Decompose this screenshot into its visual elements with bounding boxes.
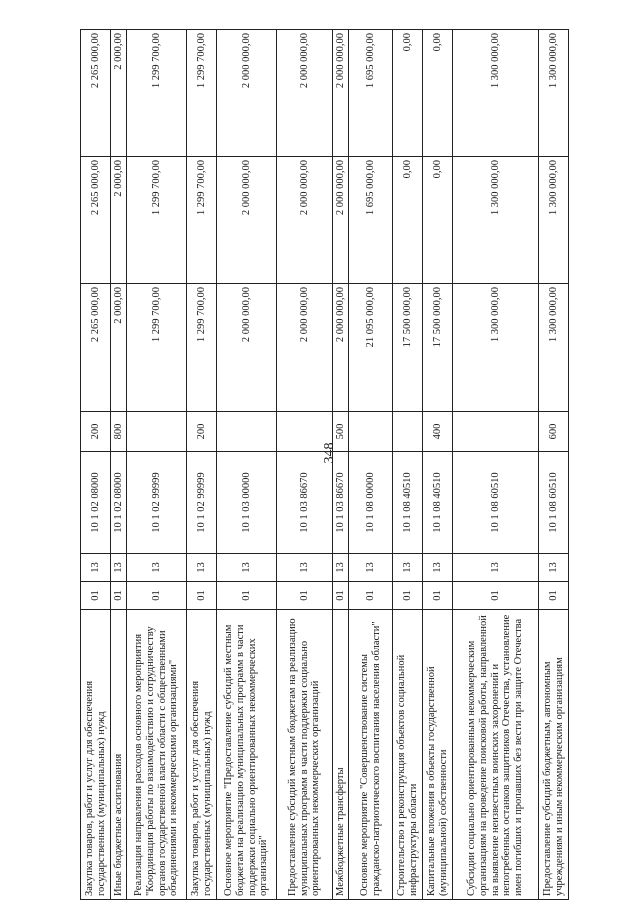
row-amount-year-1: 17 500 000,00 — [393, 284, 423, 412]
row-subsection: 13 — [217, 554, 277, 582]
table-row — [277, 30, 333, 900]
row-section: 01 — [277, 582, 333, 610]
row-name: Закупка товаров, работ и услуг для обеспечения государственных (муниципальных) нужд — [81, 610, 111, 900]
row-name: Основное мероприятие "Предоставление субсидий местным бюджетам на реализацию муниципальных программ в части поддержки социально ориентированных некоммерческих организаций" — [217, 610, 277, 900]
row-name: Иные бюджетные ассигнования — [111, 610, 127, 900]
row-subsection: 13 — [277, 554, 333, 582]
row-amount-year-2: 2 000 000,00 — [333, 157, 349, 284]
row-amount-year-1: 17 500 000,00 — [423, 284, 453, 412]
row-amount-year-1: 1 299 700,00 — [127, 284, 187, 412]
row-target-article: 10 1 02 99999 — [127, 452, 187, 554]
row-name: Основное мероприятие "Совершенствование системы гражданско-патриотического воспитания населения области" — [349, 610, 393, 900]
row-section: 01 — [81, 582, 111, 610]
row-section: 01 — [111, 582, 127, 610]
row-target-article: 10 1 08 40510 — [423, 452, 453, 554]
table-row — [111, 30, 127, 900]
row-amount-year-1: 21 095 000,00 — [349, 284, 393, 412]
row-subsection: 13 — [187, 554, 217, 582]
row-target-article: 10 1 03 00000 — [217, 452, 277, 554]
row-subsection: 13 — [111, 554, 127, 582]
row-subsection: 13 — [423, 554, 453, 582]
row-subsection: 13 — [333, 554, 349, 582]
row-expense-type: 400 — [423, 412, 453, 452]
row-section: 01 — [127, 582, 187, 610]
row-target-article: 10 1 03 86670 — [333, 452, 349, 554]
row-section: 01 — [423, 582, 453, 610]
row-target-article: 10 1 08 00000 — [349, 452, 393, 554]
row-amount-year-2: 1 299 700,00 — [127, 157, 187, 284]
table-row — [453, 30, 539, 900]
row-name: Межбюджетные трансферты — [333, 610, 349, 900]
row-subsection: 13 — [393, 554, 423, 582]
row-expense-type: 200 — [187, 412, 217, 452]
row-target-article: 10 1 02 08000 — [111, 452, 127, 554]
row-amount-year-3: 2 000 000,00 — [217, 30, 277, 157]
row-amount-year-2: 2 000 000,00 — [277, 157, 333, 284]
row-name: Предоставление субсидий бюджетным, автономным учреждениям и иным некоммерческим организациям — [539, 610, 569, 900]
table-row — [217, 30, 277, 900]
row-expense-type: 800 — [111, 412, 127, 452]
row-target-article: 10 1 08 60510 — [453, 452, 539, 554]
row-expense-type — [217, 412, 277, 452]
row-expense-type — [277, 412, 333, 452]
table-row — [81, 30, 111, 900]
table-row — [393, 30, 423, 900]
row-amount-year-3: 2 000 000,00 — [277, 30, 333, 157]
row-name: Предоставление субсидий местным бюджетам на реализацию муниципальных программ в части поддержки социально ориентированных некоммерческих организаций — [277, 610, 333, 900]
row-subsection: 13 — [349, 554, 393, 582]
row-amount-year-2: 0,00 — [393, 157, 423, 284]
row-amount-year-3: 2 265 000,00 — [81, 30, 111, 157]
row-section: 01 — [453, 582, 539, 610]
row-amount-year-3: 0,00 — [423, 30, 453, 157]
row-expense-type — [453, 412, 539, 452]
row-amount-year-3: 1 299 700,00 — [127, 30, 187, 157]
row-subsection: 13 — [127, 554, 187, 582]
row-amount-year-1: 2 265 000,00 — [81, 284, 111, 412]
row-amount-year-2: 1 695 000,00 — [349, 157, 393, 284]
row-name: Капитальные вложения в объекты государственной (муниципальной) собственности — [423, 610, 453, 900]
row-subsection: 13 — [81, 554, 111, 582]
row-target-article: 10 1 02 08000 — [81, 452, 111, 554]
row-target-article: 10 1 02 99999 — [187, 452, 217, 554]
row-expense-type — [349, 412, 393, 452]
budget-table — [80, 29, 569, 900]
row-section: 01 — [217, 582, 277, 610]
row-section: 01 — [187, 582, 217, 610]
row-amount-year-1: 1 300 000,00 — [453, 284, 539, 412]
row-amount-year-2: 1 300 000,00 — [453, 157, 539, 284]
row-amount-year-2: 2 265 000,00 — [81, 157, 111, 284]
row-target-article: 10 1 08 60510 — [539, 452, 569, 554]
row-amount-year-3: 2 000,00 — [111, 30, 127, 157]
table-row — [127, 30, 187, 900]
row-subsection: 13 — [453, 554, 539, 582]
row-name: Закупка товаров, работ и услуг для обеспечения государственных (муниципальных) нужд — [187, 610, 217, 900]
row-expense-type: 500 — [333, 412, 349, 452]
row-name: Реализация направления расходов основного мероприятия "Координация работы по взаимодействию и сотрудничеству органов государственной власти области с общественными объединениями и некоммерческими организациями" — [127, 610, 187, 900]
row-subsection: 13 — [539, 554, 569, 582]
row-expense-type: 600 — [539, 412, 569, 452]
row-amount-year-3: 1 299 700,00 — [187, 30, 217, 157]
row-amount-year-3: 1 300 000,00 — [539, 30, 569, 157]
row-amount-year-2: 1 300 000,00 — [539, 157, 569, 284]
row-section: 01 — [539, 582, 569, 610]
row-amount-year-1: 1 299 700,00 — [187, 284, 217, 412]
row-amount-year-2: 2 000 000,00 — [217, 157, 277, 284]
row-amount-year-3: 1 300 000,00 — [453, 30, 539, 157]
row-amount-year-3: 0,00 — [393, 30, 423, 157]
table-row — [423, 30, 453, 900]
row-section: 01 — [333, 582, 349, 610]
table-row — [333, 30, 349, 900]
row-amount-year-1: 1 300 000,00 — [539, 284, 569, 412]
row-section: 01 — [349, 582, 393, 610]
row-expense-type — [127, 412, 187, 452]
row-amount-year-3: 1 695 000,00 — [349, 30, 393, 157]
row-amount-year-2: 2 000,00 — [111, 157, 127, 284]
row-amount-year-1: 2 000 000,00 — [277, 284, 333, 412]
table-row — [349, 30, 393, 900]
row-amount-year-2: 1 299 700,00 — [187, 157, 217, 284]
row-name: Строительство и реконструкция объектов социальной инфраструктуры области — [393, 610, 423, 900]
table-row — [539, 30, 569, 900]
table-row — [187, 30, 217, 900]
row-amount-year-1: 2 000 000,00 — [333, 284, 349, 412]
row-target-article: 10 1 08 40510 — [393, 452, 423, 554]
row-amount-year-1: 2 000,00 — [111, 284, 127, 412]
page-number: 348 — [322, 442, 337, 464]
rotated-table-container — [80, 30, 565, 900]
row-expense-type: 200 — [81, 412, 111, 452]
row-expense-type — [393, 412, 423, 452]
row-section: 01 — [393, 582, 423, 610]
row-amount-year-1: 2 000 000,00 — [217, 284, 277, 412]
row-amount-year-2: 0,00 — [423, 157, 453, 284]
row-target-article: 10 1 03 86670 — [277, 452, 333, 554]
row-amount-year-3: 2 000 000,00 — [333, 30, 349, 157]
row-name: Субсидии социально ориентированным некоммерческим организациям на проведение поисковой работы, направленной на выявление неизвестных воинских захоронений и непогребенных останков защитников Отечества, установление имен погибших и пропавших без вести при защите Отечества — [453, 610, 539, 900]
